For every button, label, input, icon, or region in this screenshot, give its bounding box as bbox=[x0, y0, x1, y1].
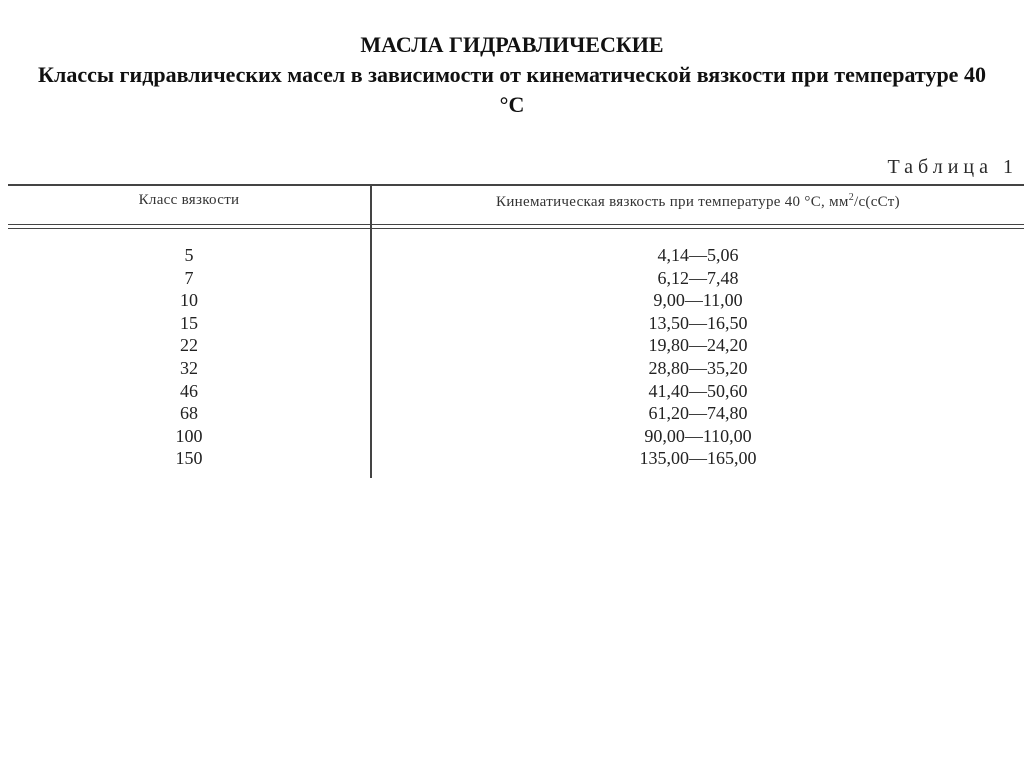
table-row bbox=[8, 447, 1024, 470]
viscosity-class-cell: 46 bbox=[180, 380, 198, 401]
table-row bbox=[8, 267, 1024, 290]
table-label: Таблица 1 bbox=[887, 156, 1018, 178]
table-body bbox=[8, 244, 1024, 470]
page-title: МАСЛА ГИДРАВЛИЧЕСКИЕ bbox=[360, 32, 664, 57]
column-header-viscosity bbox=[372, 192, 1024, 211]
viscosity-range-cell: 61,20—74,80 bbox=[648, 403, 748, 424]
viscosity-class-cell: 7 bbox=[184, 267, 194, 288]
viscosity-range-cell: 6,12—7,48 bbox=[657, 267, 739, 288]
viscosity-range-cell: 135,00—165,00 bbox=[639, 448, 757, 469]
column-header-viscosity-tail: /с(сСт) bbox=[854, 194, 900, 210]
column-header-class: Класс вязкости bbox=[138, 192, 240, 208]
column-header-viscosity-text: Кинематическая вязкость при температуре 40 °С, мм bbox=[496, 194, 849, 210]
table-top-rule bbox=[8, 184, 1024, 186]
table-row bbox=[8, 380, 1024, 403]
viscosity-class-cell: 22 bbox=[180, 335, 198, 356]
header-rule-1 bbox=[8, 224, 1024, 225]
table-row bbox=[8, 357, 1024, 380]
viscosity-range-cell: 41,40—50,60 bbox=[648, 380, 748, 401]
viscosity-class-cell: 68 bbox=[180, 403, 198, 424]
viscosity-range-cell: 90,00—110,00 bbox=[644, 425, 752, 446]
viscosity-range-cell: 4,14—5,06 bbox=[657, 245, 739, 265]
table-row bbox=[8, 289, 1024, 312]
page-subtitle: Классы гидравлических масел в зависимости от кинематической вязкости при температуре 40 °С bbox=[38, 62, 986, 117]
table-row bbox=[8, 312, 1024, 335]
viscosity-range-cell: 28,80—35,20 bbox=[648, 357, 748, 378]
header-rule-2 bbox=[8, 228, 1024, 229]
viscosity-range-cell: 19,80—24,20 bbox=[648, 335, 748, 356]
viscosity-class-cell: 100 bbox=[175, 425, 203, 446]
viscosity-range-cell: 13,50—16,50 bbox=[648, 312, 748, 333]
viscosity-class-cell: 5 bbox=[184, 245, 194, 265]
table-row bbox=[8, 425, 1024, 448]
viscosity-range-cell: 9,00—11,00 bbox=[653, 290, 743, 311]
table-row bbox=[8, 402, 1024, 425]
table-row bbox=[8, 244, 1024, 267]
title-block bbox=[0, 30, 1024, 120]
column-header-viscosity-sup: 2 bbox=[848, 192, 854, 203]
table-row bbox=[8, 334, 1024, 357]
viscosity-class-cell: 15 bbox=[180, 312, 198, 333]
viscosity-class-cell: 10 bbox=[180, 290, 198, 311]
viscosity-class-cell: 150 bbox=[175, 448, 203, 469]
viscosity-class-cell: 32 bbox=[180, 357, 198, 378]
